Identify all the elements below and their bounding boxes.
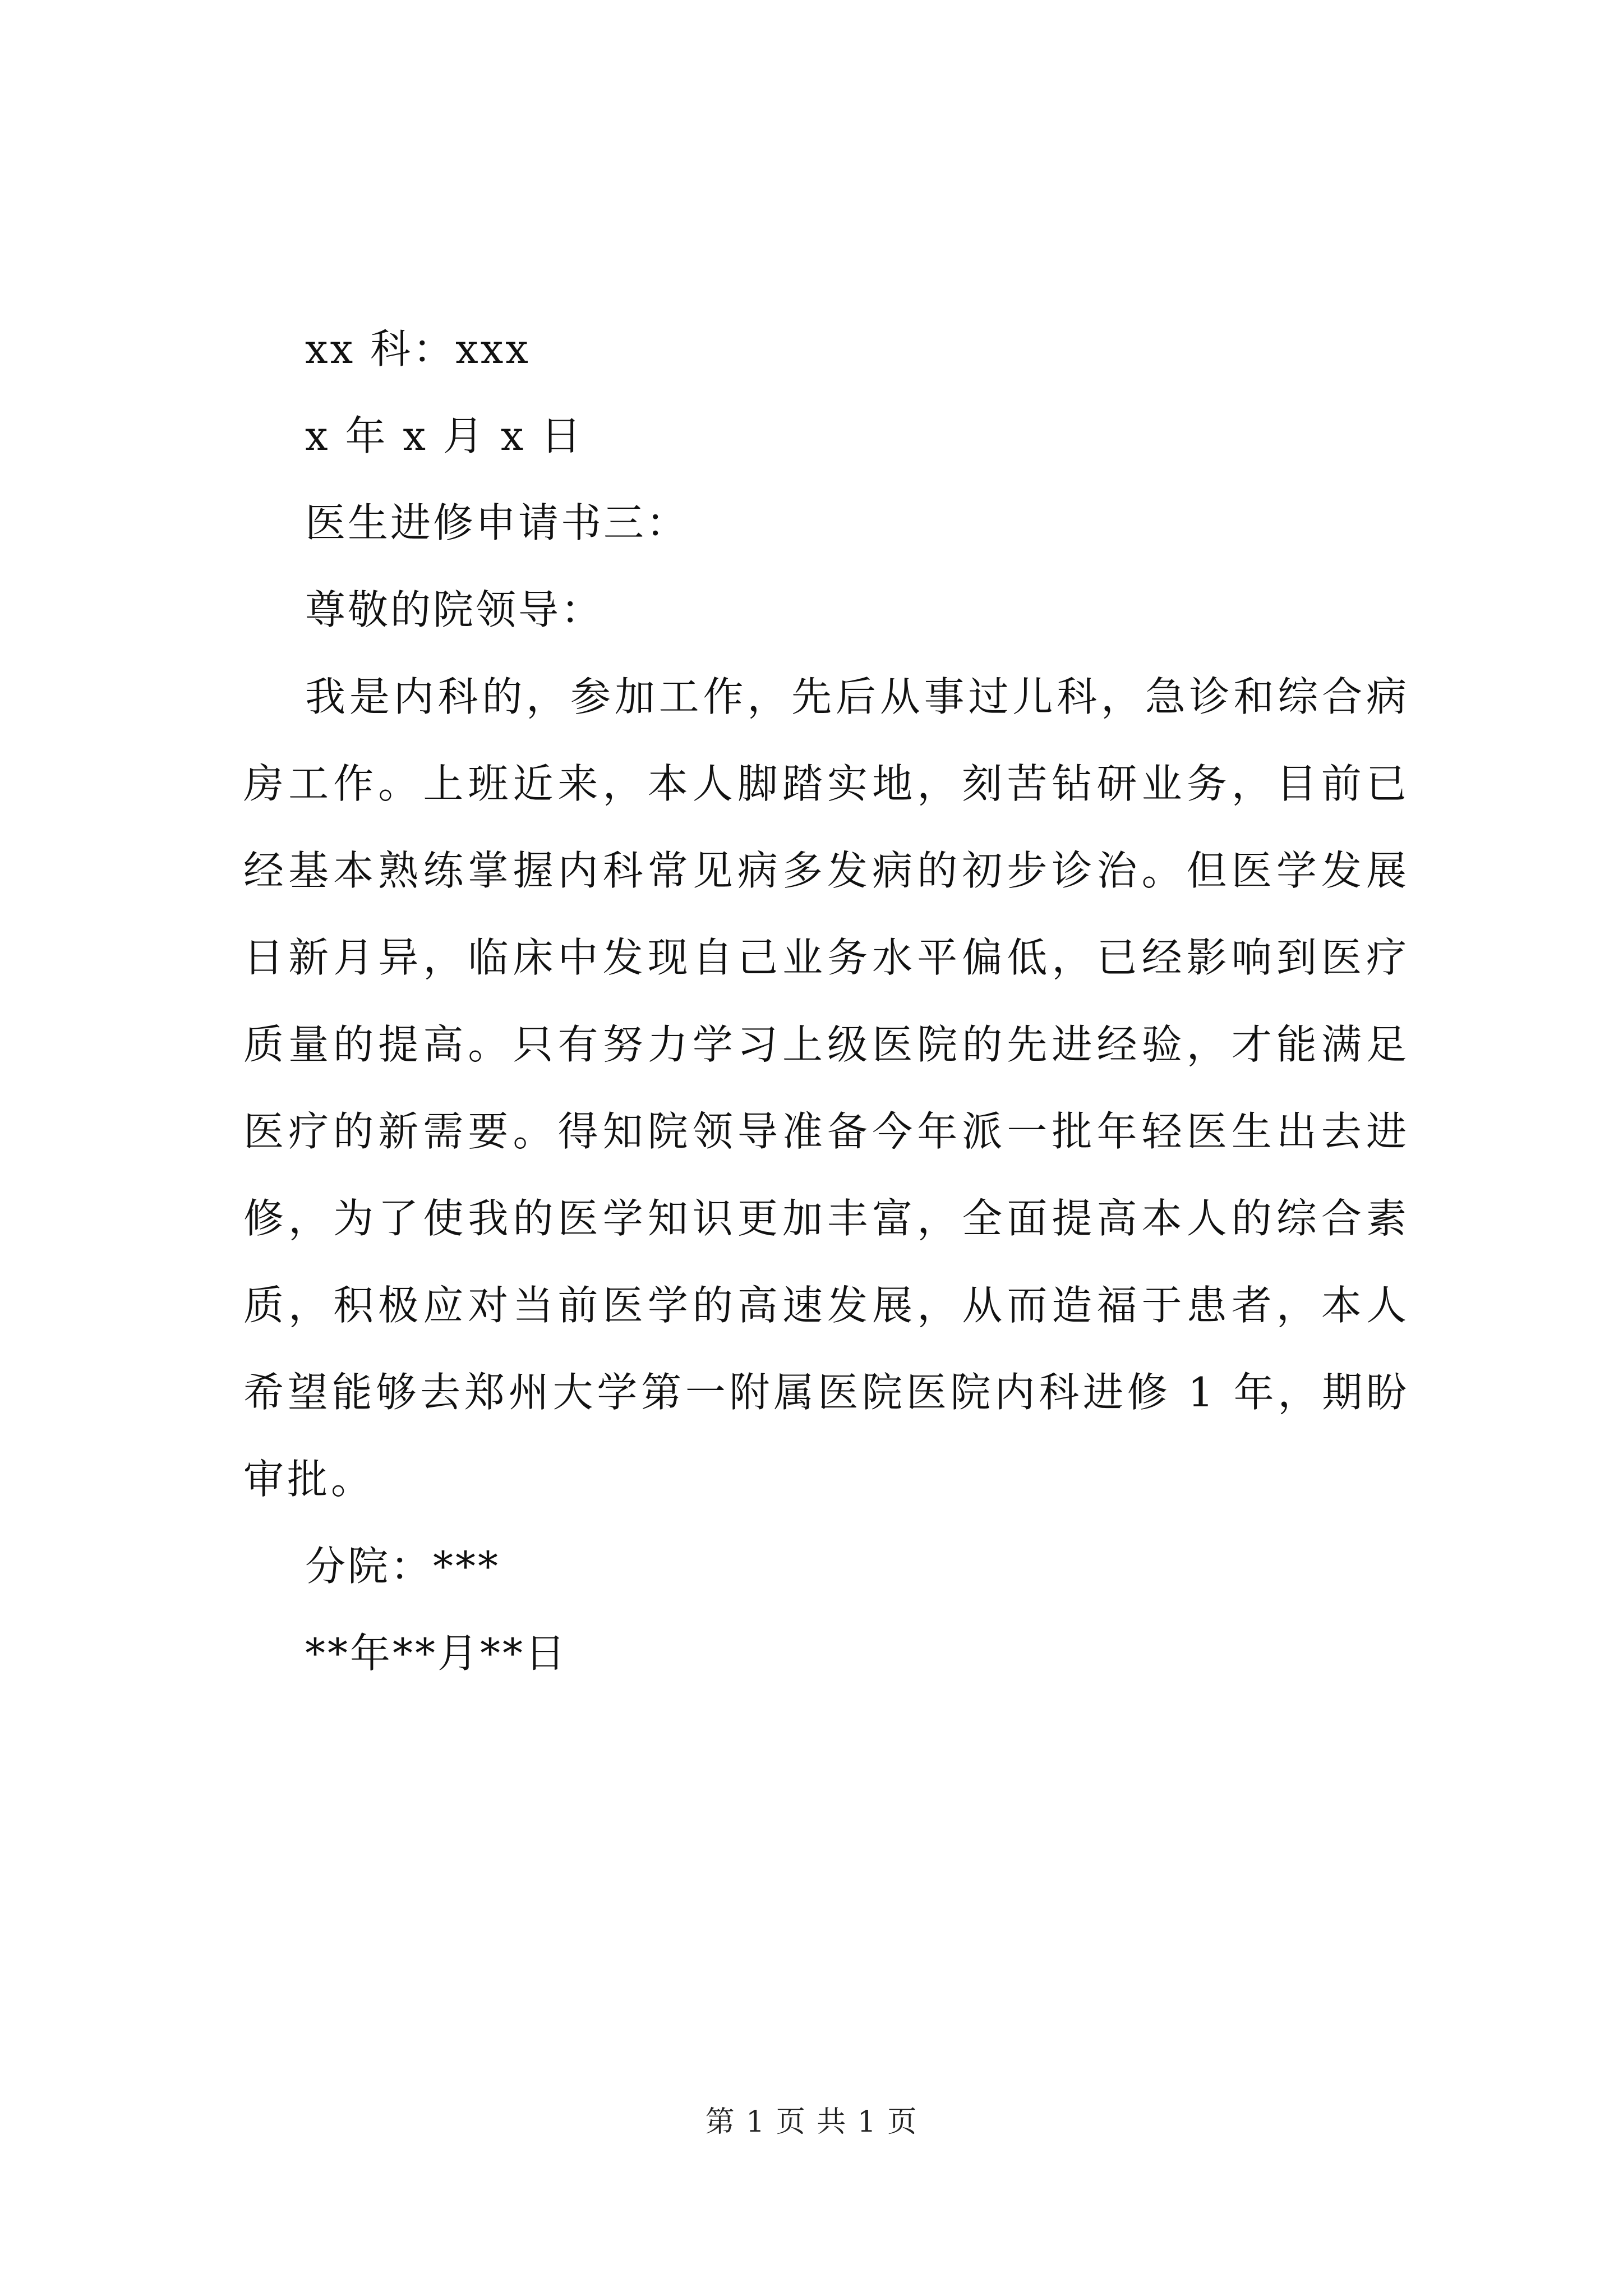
department-line: xx 科：xxx: [305, 325, 531, 372]
signature-line: 分院：***: [305, 1543, 501, 1590]
page-footer: 第 1 页 共 1 页: [705, 2105, 918, 2139]
salutation: 尊敬的院领导：: [305, 586, 604, 633]
date-line: x 年 x 月 x 日: [305, 412, 584, 459]
body-paragraph: 我是内科的，参加工作，先后从事过儿科，急诊和综合病房工作。上班近来，本人脚踏实地，刻苦钻研业务，目前已经基本熟练掌握内科常见病多发病的初步诊治。但医学发展日新月异，临床中发现自己业务水平偏低，已经影响到医疗质量的提高。只有努力学习上级医院的先进经验，才能满足医疗的新需要。得知院领导准备今年派一批年轻医生出去进修，为了使我的医学知识更加丰富，全面提高本人的综合素质，积极应对当前医学的高速发展，从而造福于患者，本人希望能够去郑州大学第一附属医院医院内科进修 1 年，期盼审批。: [243, 673, 1410, 1503]
document-heading: 医生进修申请书三：: [305, 499, 689, 546]
signature-date: **年**月**日: [305, 1630, 568, 1677]
document-body: [243, 306, 1410, 1697]
